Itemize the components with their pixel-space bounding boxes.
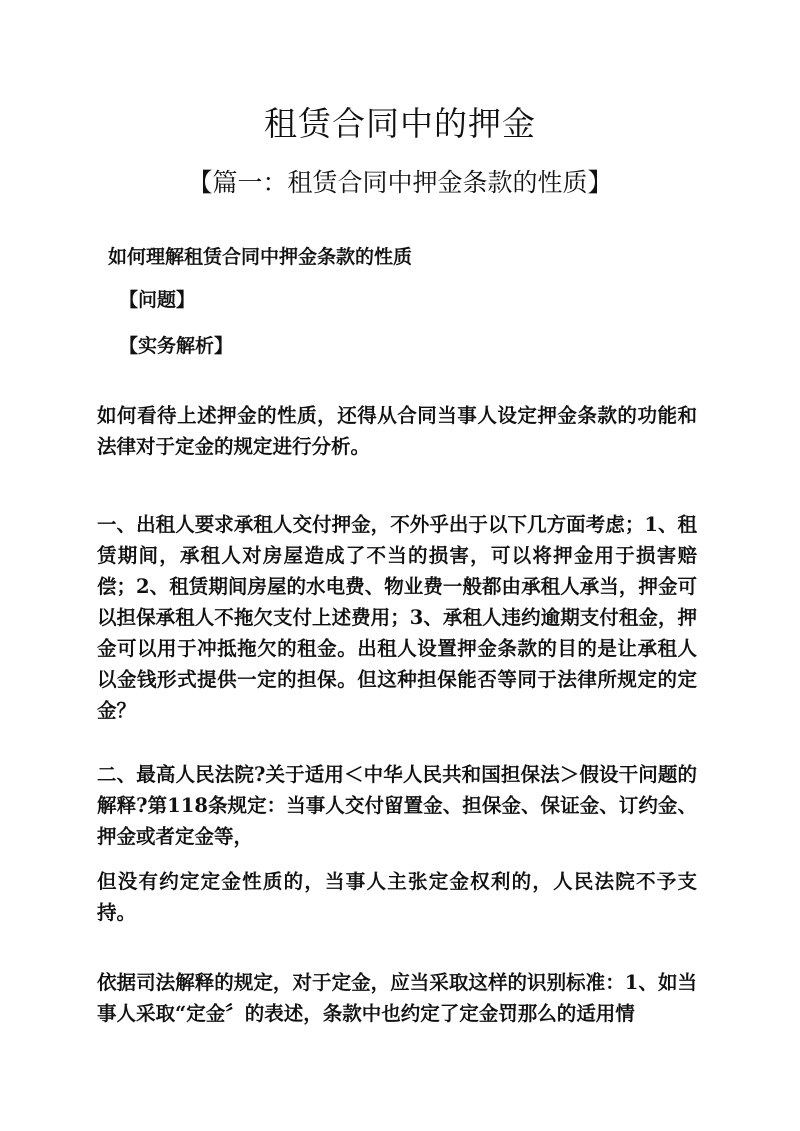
paragraph-point-two: 二、最高人民法院?关于适用＜中华人民共和国担保法＞假设干问题的解释?第118条规定：当事人交付留置金、担保金、保证金、订约金、押金或者定金等， [97,763,697,848]
paragraph-point-one: 一、出租人要求承租人交付押金，不外乎出于以下几方面考虑；1、租赁期间，承租人对房屋造成了不当的损害，可以将押金用于损害赔偿；2、租赁期间房屋的水电费、物业费一般都由承租人承当，押金可以担保承租人不拖欠支付上述费用；3、承租人违约逾期支付租金，押金可以用于冲抵拖欠的租金。出租人设置押金条款的目的是让承租人以金钱形式提供一定的担保。但这种担保能否等同于法律所规定的定金？ [97,513,697,722]
paragraph-point-two-continued: 但没有约定定金性质的，当事人主张定金权利的，人民法院不予支持。 [97,870,697,924]
document-subtitle: 【篇一：租赁合同中押金条款的性质】 [187,168,613,197]
analysis-label: 【实务解析】 [119,335,234,357]
section-heading: 如何理解租赁合同中押金条款的性质 [108,246,413,268]
paragraph-identification-standard: 依据司法解释的规定，对于定金，应当采取这样的识别标准：1、如当事人采取“定金〞的表述，条款中也约定了定金罚那么的适用情 [97,971,697,1025]
paragraph-intro: 如何看待上述押金的性质，还得从合同当事人设定押金条款的功能和法律对于定金的规定进行分析。 [97,404,697,458]
document-title: 租赁合同中的押金 [264,104,536,143]
question-label: 【问题】 [119,289,196,311]
